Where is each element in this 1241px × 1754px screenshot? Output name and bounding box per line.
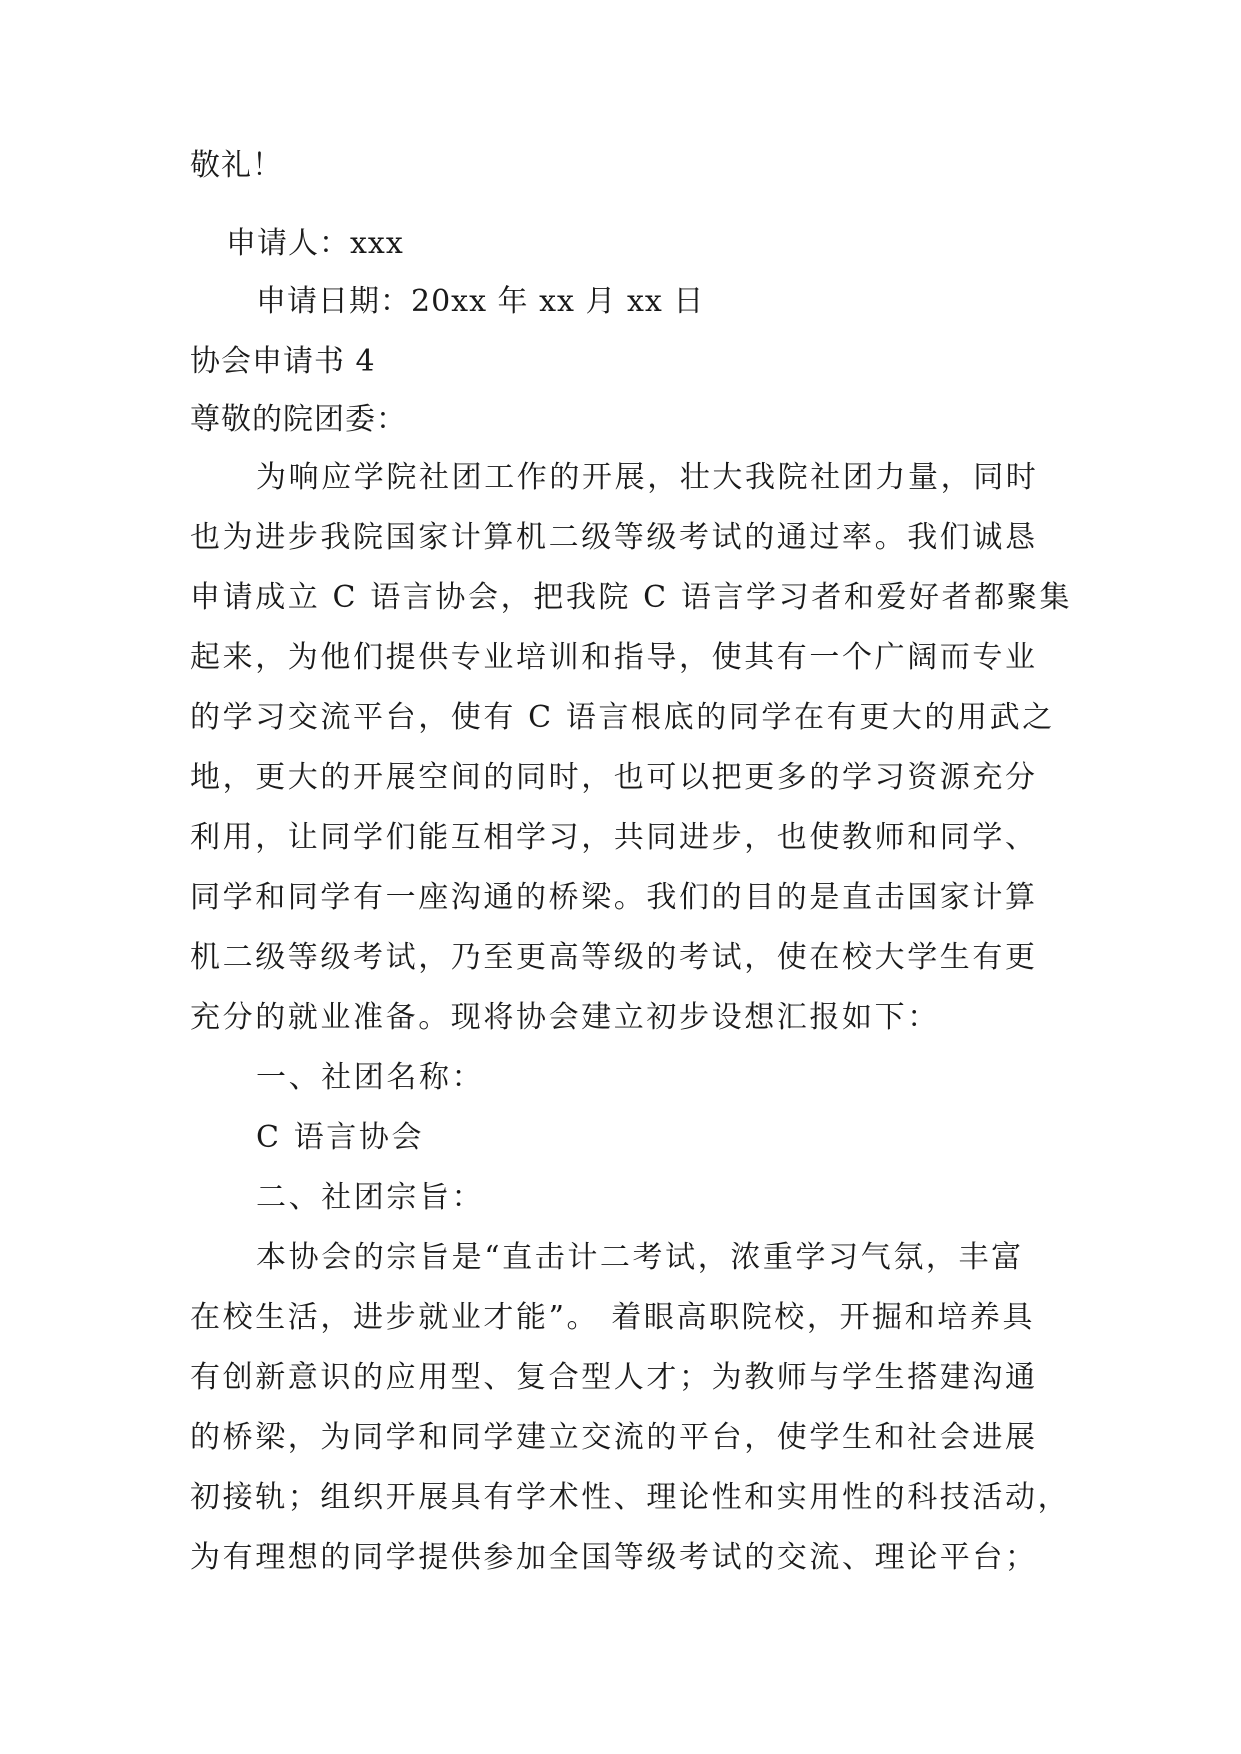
section1-heading: 一、社团名称： bbox=[256, 1060, 485, 1095]
paragraph-line: 利用，让同学们能互相学习，共同进步，也使教师和同学、 bbox=[190, 820, 1038, 855]
application-date-line: 申请日期：20xx 年 xx 月 xx 日 bbox=[256, 284, 705, 319]
paragraph-line: 为响应学院社团工作的开展，壮大我院社团力量，同时 bbox=[256, 460, 1039, 495]
section-title: 协会申请书 4 bbox=[190, 344, 376, 379]
paragraph-line: 本协会的宗旨是“直击计二考试，浓重学习气氛，丰富 bbox=[256, 1240, 1024, 1275]
section1-content: C 语言协会 bbox=[256, 1120, 425, 1155]
paragraph-line: 起来，为他们提供专业培训和指导，使其有一个广阔而专业 bbox=[190, 640, 1038, 675]
paragraph-line: 充分的就业准备。现将协会建立初步设想汇报如下： bbox=[190, 1000, 940, 1035]
section2-heading: 二、社团宗旨： bbox=[256, 1180, 485, 1215]
addressee: 尊敬的院团委： bbox=[190, 402, 407, 437]
paragraph-line: 为有理想的同学提供参加全国等级考试的交流、理论平台； bbox=[190, 1540, 1038, 1575]
paragraph-line: 的学习交流平台，使有 C 语言根底的同学在有更大的用武之 bbox=[190, 700, 1055, 735]
paragraph-line: 的桥梁，为同学和同学建立交流的平台，使学生和社会进展 bbox=[190, 1420, 1038, 1455]
paragraph-line: 机二级等级考试，乃至更高等级的考试，使在校大学生有更 bbox=[190, 940, 1038, 975]
paragraph-line: 有创新意识的应用型、复合型人才；为教师与学生搭建沟通 bbox=[190, 1360, 1038, 1395]
paragraph-line: 初接轨；组织开展具有学术性、理论性和实用性的科技活动， bbox=[190, 1480, 1071, 1515]
closing-salute: 敬礼！ bbox=[190, 148, 283, 183]
applicant-line: 申请人：xxx bbox=[226, 226, 404, 261]
paragraph-line: 申请成立 C 语言协会，把我院 C 语言学习者和爱好者都聚集 bbox=[190, 580, 1073, 615]
paragraph-line: 地，更大的开展空间的同时，也可以把更多的学习资源充分 bbox=[190, 760, 1038, 795]
paragraph-line: 在校生活，进步就业才能”。 着眼高职院校，开掘和培养具 bbox=[190, 1300, 1036, 1335]
paragraph-line: 同学和同学有一座沟通的桥梁。我们的目的是直击国家计算 bbox=[190, 880, 1038, 915]
paragraph-line: 也为进步我院国家计算机二级等级考试的通过率。我们诚恳 bbox=[190, 520, 1038, 555]
